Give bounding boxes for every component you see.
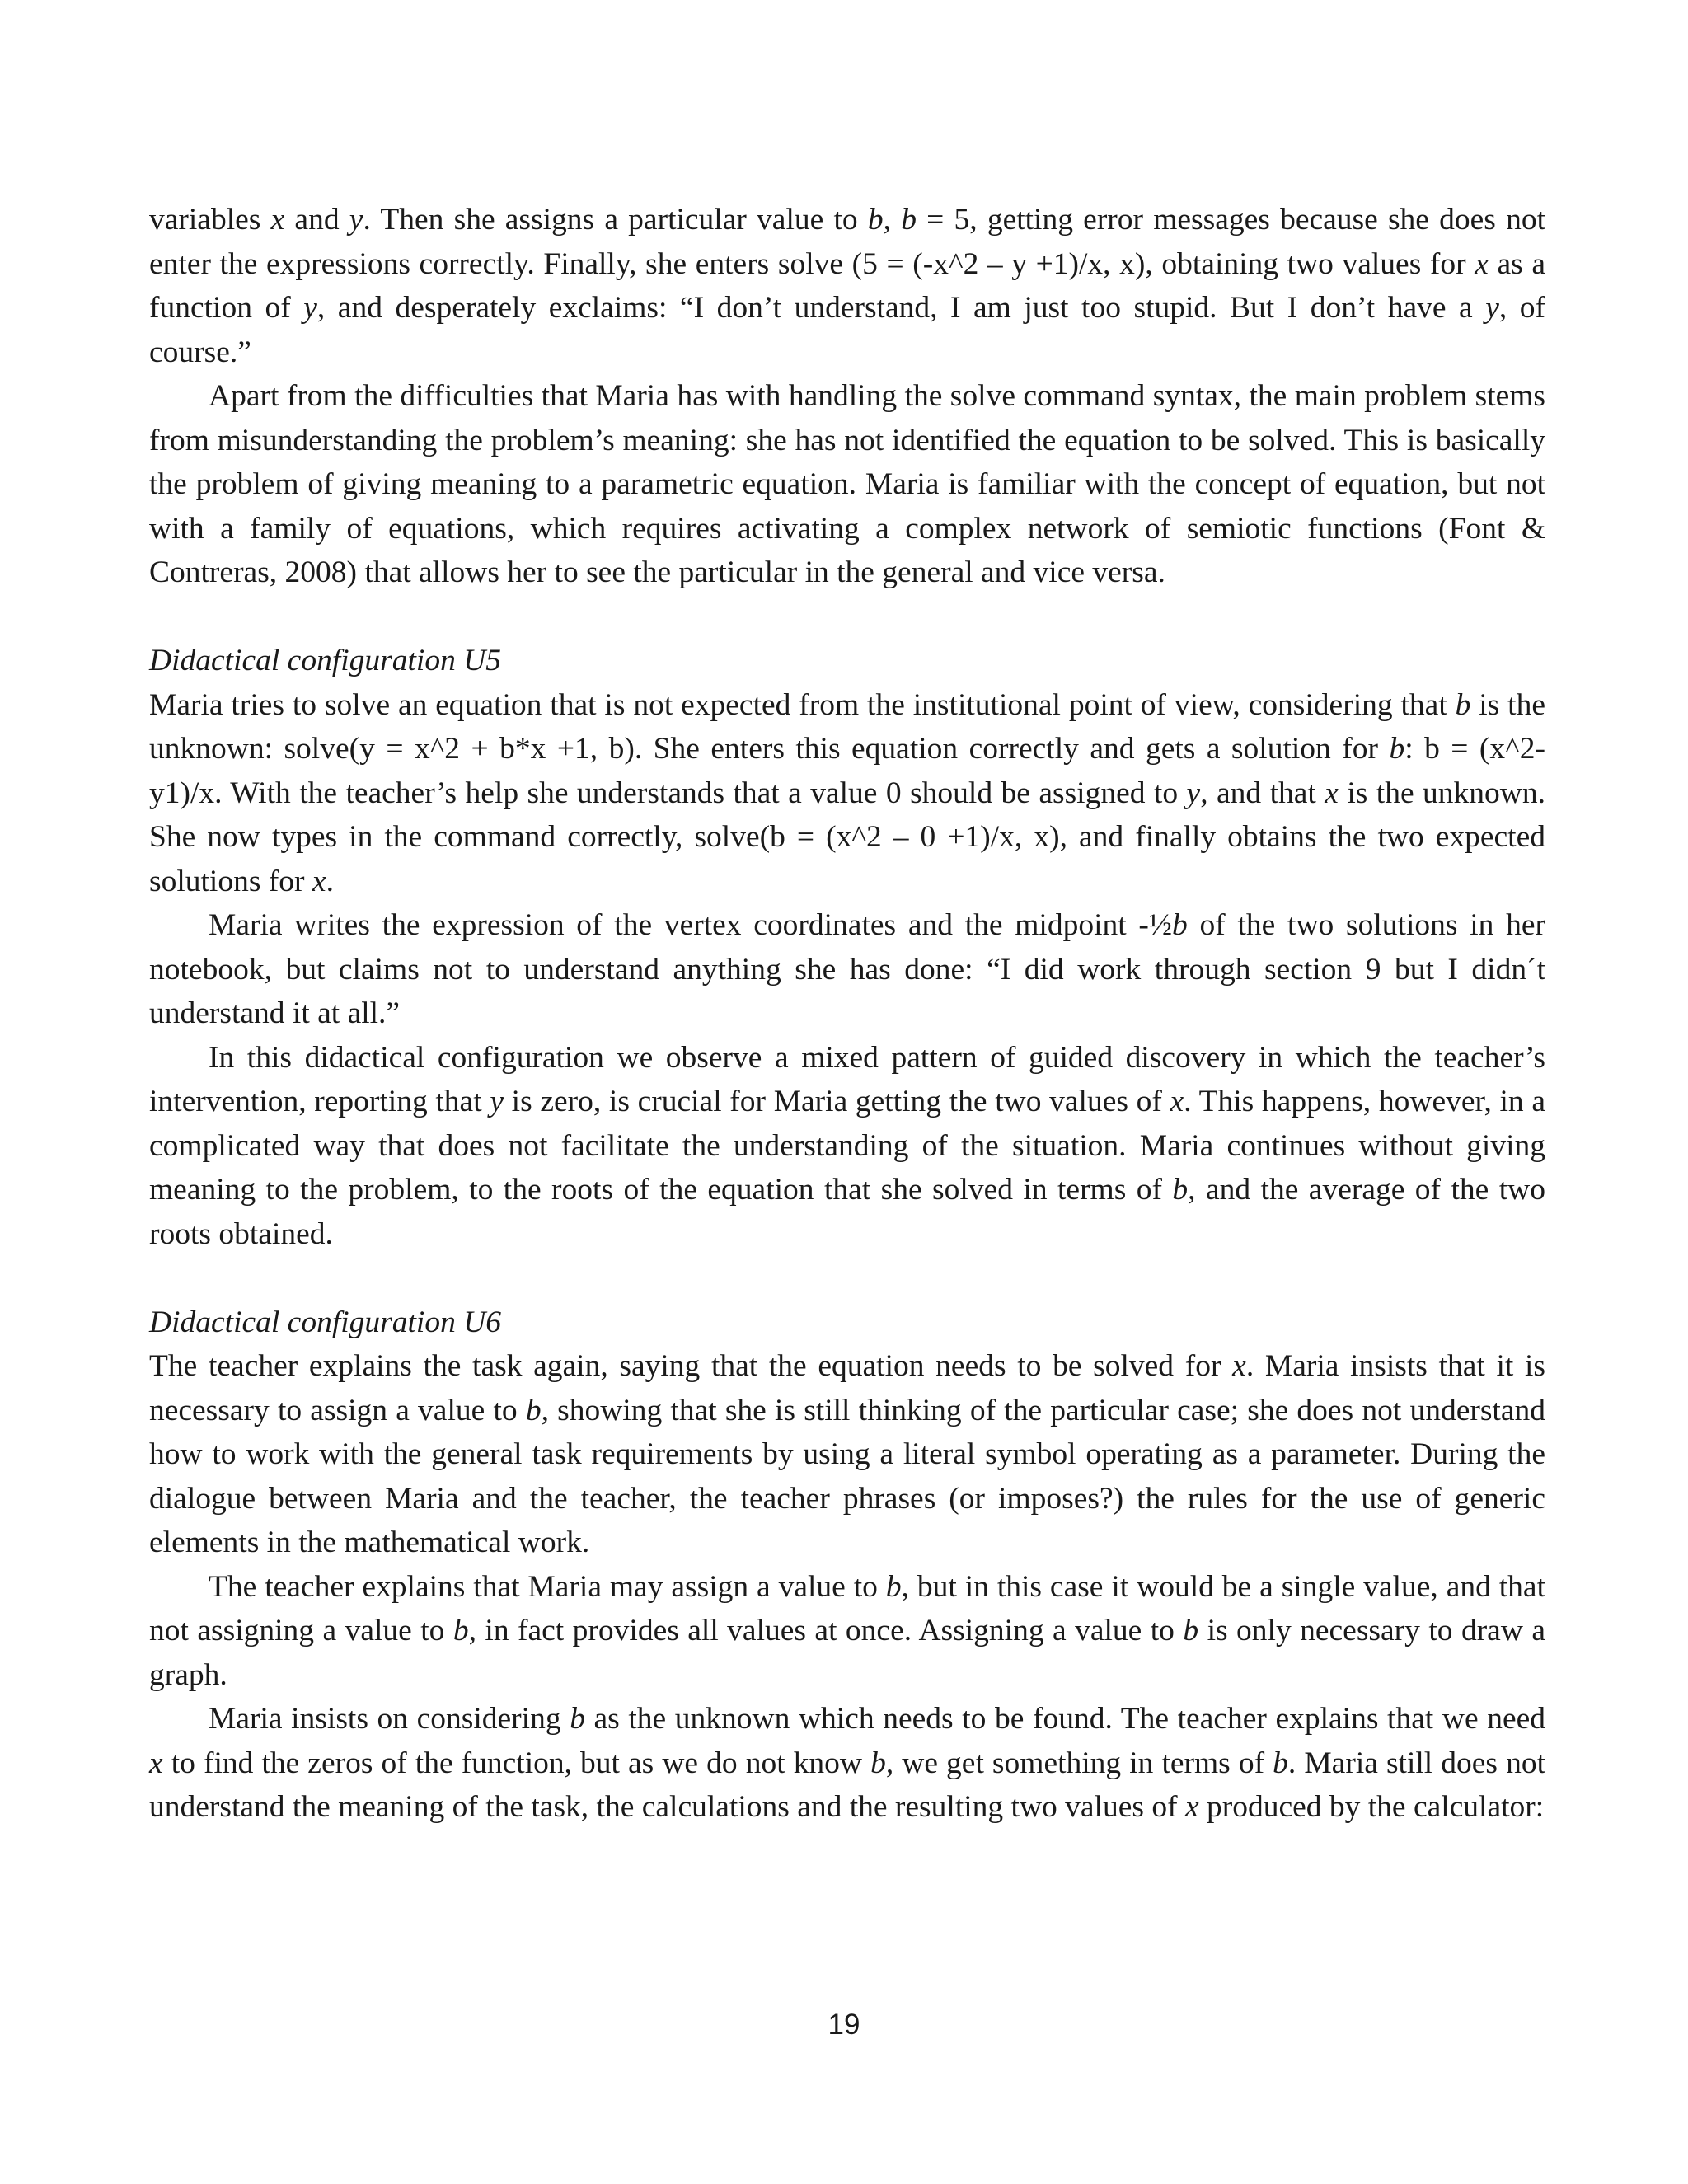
text-run: . This happens, however, in a complicated way that does not facilitate the understanding of the situation. Maria continues without giving meaning to the problem, to the roots of the equation that she solved in terms of	[149, 1085, 1546, 1207]
paragraph	[149, 1036, 1545, 1257]
text-run: produced by the calculator:	[1198, 1790, 1545, 1824]
math-variable: b	[885, 1569, 902, 1604]
text-run: of the two solutions in her notebook, but claims not to understand anything she has done: “I did work through section 9 but I didn´t understand it at all.”	[149, 908, 1545, 1030]
paragraph	[149, 903, 1545, 1036]
text-run: Maria insists on considering	[209, 1702, 570, 1736]
math-variable: b	[570, 1702, 585, 1736]
text-run: The teacher explains the task again, saying that the equation needs to be solved for	[149, 1349, 1233, 1383]
text-run: , and desperately exclaims: “I don’t understand, I am just too stupid. But I don’t have a	[316, 291, 1486, 325]
math-variable: y	[303, 291, 317, 325]
text-run: = 5, getting error messages because she does not enter the expressions correctly. Finally, she enters solve (5 = (-x^2 – y +1)/x, x), obtaining two values for	[149, 203, 1546, 281]
math-variable: x	[270, 203, 285, 237]
math-variable: b	[1172, 908, 1188, 942]
text-run: Apart from the difficulties that Maria has with handling the solve command syntax, the main problem stems from misunderstanding the problem’s meaning: she has not identified the equation to be solved. This is basically the problem of giving meaning to a parametric equation. Maria is familiar with the concept of equation, but not with a family of equations, which requires activating a complex network of semiotic functions (Font & Contreras, 2008) that allows her to see the particular in the general and vice versa.	[149, 379, 1545, 589]
text-run: , but in this case it would be a single value, and that not assigning a value to	[149, 1569, 1545, 1647]
math-variable: b	[1172, 1173, 1189, 1207]
math-variable: b	[525, 1393, 542, 1427]
text-run: is the unknown: solve(y = x^2 + b*x +1, b). She enters this equation correctly and gets a solution for	[149, 687, 1545, 766]
text-run: The teacher explains that Maria may assign a value to	[209, 1569, 886, 1604]
text-run: , showing that she is still thinking of the particular case; she does not understand how to work with the general task requirements by using a literal symbol operating as a parameter. During the dialogue between Maria and the teacher, the teacher phrases (or imposes?) the rules for the use of generic elements in the mathematical work.	[149, 1393, 1545, 1559]
math-variable: y	[1485, 291, 1499, 325]
text-run: Maria tries to solve an equation that is not expected from the institutional point of view, considering that	[149, 687, 1456, 722]
text-run: , and the average of the two roots obtained.	[149, 1173, 1545, 1251]
paragraph	[149, 1697, 1545, 1830]
paragraph	[149, 198, 1545, 374]
text-run: ,	[883, 203, 902, 237]
text-run: . Maria insists that it is necessary to assign a value to	[149, 1349, 1545, 1427]
text-run: .	[326, 864, 334, 898]
math-variable: y	[349, 203, 363, 237]
body-text	[149, 198, 1545, 1830]
text-run: Maria writes the expression of the vertex coordinates and the midpoint -½	[209, 908, 1173, 942]
text-run: variables	[149, 203, 271, 237]
paragraph	[149, 1344, 1545, 1565]
text-run: as a function of	[149, 246, 1545, 325]
page-number: 19	[828, 2008, 860, 2041]
text-run: . Maria still does not understand the meaning of the task, the calculations and the resulting two values of	[149, 1746, 1545, 1824]
text-run: is the unknown. She now types in the command correctly, solve(b = (x^2 – 0 +1)/x, x), and finally obtains the two expected solutions for	[149, 776, 1545, 898]
paragraph	[149, 683, 1545, 904]
math-variable: b	[452, 1614, 469, 1647]
section-heading: Didactical configuration U6	[149, 1305, 502, 1339]
math-variable: x	[1184, 1790, 1199, 1824]
math-variable: b	[1273, 1746, 1288, 1780]
math-variable: x	[149, 1746, 163, 1780]
section-spacer	[149, 595, 1545, 640]
text-run: is only necessary to draw a graph.	[149, 1614, 1546, 1692]
text-run: : b = (x^2-y1)/x. With the teacher’s help she understands that a value 0 should be assigned to	[149, 732, 1545, 810]
math-variable: b	[1389, 732, 1405, 766]
paragraph	[149, 374, 1545, 595]
paragraph	[149, 1565, 1545, 1698]
math-variable: b	[867, 203, 884, 237]
math-variable: b	[901, 203, 917, 237]
text-run: , in fact provides all values at once. Assigning a value to	[468, 1614, 1184, 1647]
section-heading: Didactical configuration U5	[149, 644, 502, 677]
text-run: In this didactical configuration we observe a mixed pattern of guided discovery in which the teacher’s intervention, reporting that	[149, 1040, 1545, 1118]
text-run: and	[284, 203, 349, 237]
math-variable: b	[1183, 1614, 1199, 1647]
math-variable: x	[1170, 1085, 1184, 1118]
math-variable: y	[1186, 776, 1201, 810]
section-spacer	[149, 1256, 1545, 1301]
text-run: , we get something in terms of	[885, 1746, 1273, 1780]
math-variable: b	[870, 1746, 886, 1780]
text-run: as the unknown which needs to be found. The teacher explains that we need	[584, 1702, 1545, 1736]
math-variable: x	[1232, 1349, 1246, 1383]
math-variable: y	[490, 1085, 504, 1118]
text-run: , and that	[1200, 776, 1325, 810]
text-run: . Then she assigns a particular value to	[363, 203, 868, 237]
math-variable: b	[1455, 687, 1471, 722]
math-variable: x	[312, 864, 326, 898]
text-run: to find the zeros of the function, but as we do not know	[162, 1746, 871, 1780]
math-variable: x	[1325, 776, 1339, 810]
math-variable: x	[1475, 246, 1489, 281]
text-run: is zero, is crucial for Maria getting the two values of	[503, 1085, 1170, 1118]
text-run: , of course.”	[149, 291, 1545, 369]
